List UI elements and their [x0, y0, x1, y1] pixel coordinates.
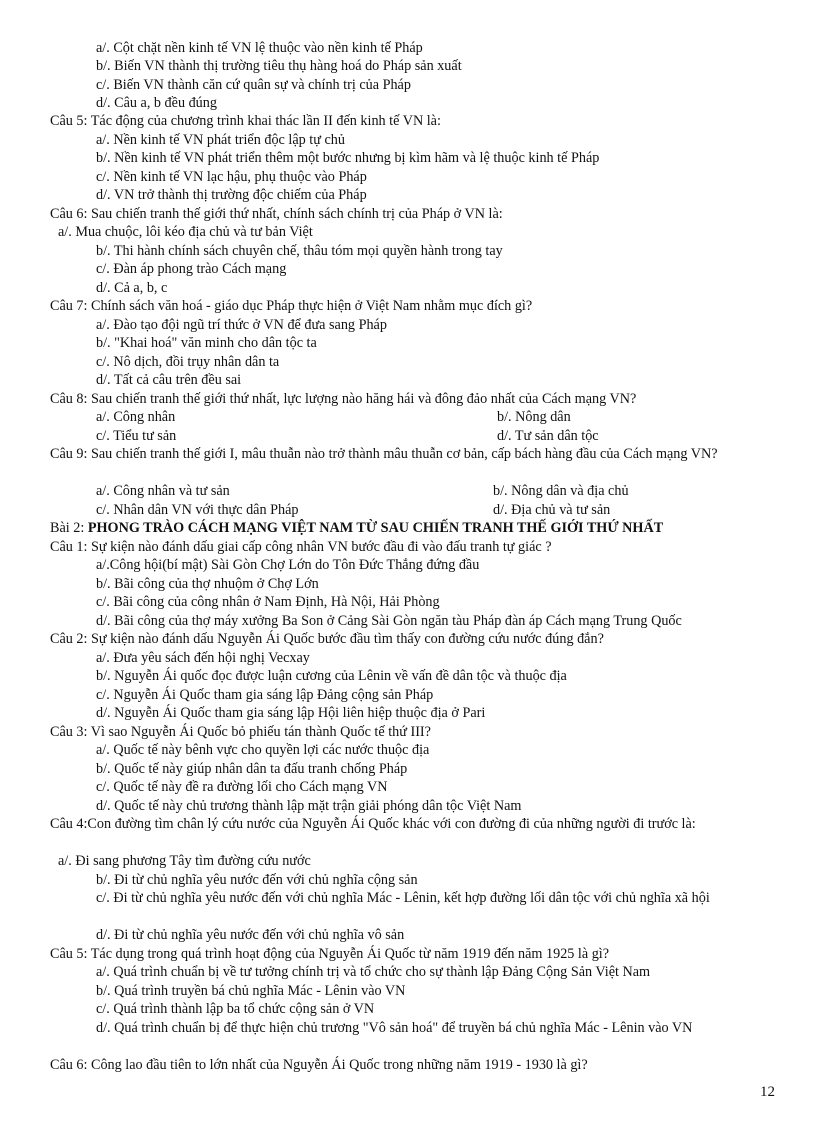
answer-option: c/. Đàn áp phong trào Cách mạng: [96, 261, 287, 277]
answer-option: b/. Quá trình truyền bá chủ nghĩa Mác - Lênin vào VN: [96, 983, 406, 999]
answer-option: d/. Địa chủ và tư sản: [493, 502, 611, 518]
answer-option: d/. Đi từ chủ nghĩa yêu nước đến với chủ nghĩa vô sản: [96, 927, 405, 943]
answer-option: d/. Cả a, b, c: [96, 280, 168, 296]
question: Câu 3: Vì sao Nguyễn Ái Quốc bỏ phiếu tán thành Quốc tế thứ III?: [50, 724, 431, 740]
answer-option: a/. Cột chặt nền kinh tế VN lệ thuộc vào nền kinh tế Pháp: [96, 40, 423, 56]
answer-option: d/. Quốc tế này chủ trương thành lập mặt trận giải phóng dân tộc Việt Nam: [96, 798, 522, 814]
answer-option: d/. Câu a, b đều đúng: [96, 95, 217, 111]
answer-option: a/. Nền kinh tế VN phát triển độc lập tự chủ: [96, 132, 345, 148]
question: Câu 7: Chính sách văn hoá - giáo dục Pháp thực hiện ở Việt Nam nhằm mục đích gì?: [50, 298, 533, 314]
answer-option: a/. Đưa yêu sách đến hội nghị Vecxay: [96, 650, 310, 666]
question: Câu 4:Con đường tìm chân lý cứu nước của Nguyễn Ái Quốc khác với con đường đi của những người đi trước là:: [50, 816, 696, 832]
answer-option: a/. Đào tạo đội ngũ trí thức ở VN để đưa sang Pháp: [96, 317, 387, 333]
question: Câu 5: Tác dụng trong quá trình hoạt động của Nguyễn Ái Quốc từ năm 1919 đến năm 1925 là gì?: [50, 946, 610, 962]
answer-option: b/. Đi từ chủ nghĩa yêu nước đến với chủ nghĩa cộng sản: [96, 872, 418, 888]
answer-option: b/. Nông dân và địa chủ: [493, 483, 629, 499]
answer-option: c/. Bãi công của công nhân ở Nam Định, Hà Nội, Hải Phòng: [96, 594, 440, 610]
answer-option: d/. Nguyễn Ái Quốc tham gia sáng lập Hội liên hiệp thuộc địa ở Pari: [96, 705, 486, 721]
answer-option: d/. Quá trình chuẩn bị để thực hiện chủ trương "Vô sản hoá" để truyền bá chủ nghĩa Mác - Lênin vào VN: [96, 1020, 693, 1036]
answer-option: d/. Tư sản dân tộc: [497, 428, 599, 444]
answer-option: c/. Biến VN thành căn cứ quân sự và chính trị của Pháp: [96, 77, 411, 93]
answer-option: c/. Nô dịch, đồi trụy nhân dân ta: [96, 354, 280, 370]
section-title: PHONG TRÀO CÁCH MẠNG VIỆT NAM TỪ SAU CHIẾN TRANH THẾ GIỚI THỨ NHẤT: [87, 520, 664, 536]
answer-option: a/. Đi sang phương Tây tìm đường cứu nước: [58, 853, 311, 869]
answer-option: a/. Công nhân: [96, 409, 176, 425]
section-heading: [50, 519, 663, 537]
question: Câu 5: Tác động của chương trình khai thác lần II đến kinh tế VN là:: [50, 113, 441, 129]
answer-option: d/. Tất cả câu trên đều sai: [96, 372, 242, 388]
answer-option: c/. Nền kinh tế VN lạc hậu, phụ thuộc vào Pháp: [96, 169, 367, 185]
answer-option: a/. Mua chuộc, lôi kéo địa chủ và tư bản Việt: [58, 224, 313, 240]
answer-option: a/. Quốc tế này bênh vực cho quyền lợi các nước thuộc địa: [96, 742, 430, 758]
answer-option: a/. Công nhân và tư sản: [96, 483, 230, 499]
answer-option: c/. Quốc tế này đề ra đường lối cho Cách mạng VN: [96, 779, 388, 795]
answer-option: b/. "Khai hoá" văn minh cho dân tộc ta: [96, 335, 317, 351]
question: Câu 8: Sau chiến tranh thế giới thứ nhất, lực lượng nào hăng hái và đông đảo nhất của Cách mạng VN?: [50, 391, 637, 407]
answer-option: b/. Thi hành chính sách chuyên chế, thâu tóm mọi quyền hành trong tay: [96, 243, 503, 259]
answer-option: c/. Tiểu tư sản: [96, 428, 177, 444]
question: Câu 9: Sau chiến tranh thế giới I, mâu thuẫn nào trở thành mâu thuẫn cơ bản, cấp bách hàng đầu của Cách mạng VN?: [50, 446, 718, 462]
answer-option: b/. Biến VN thành thị trường tiêu thụ hàng hoá do Pháp sản xuất: [96, 58, 462, 74]
question: Câu 2: Sự kiện nào đánh dấu Nguyễn Ái Quốc bước đầu tìm thấy con đường cứu nước đúng đắn?: [50, 631, 604, 647]
answer-option: b/. Bãi công của thợ nhuộm ở Chợ Lớn: [96, 576, 319, 592]
question: Câu 1: Sự kiện nào đánh dấu giai cấp công nhân VN bước đầu đi vào đấu tranh tự giác ?: [50, 539, 552, 555]
question: Câu 6: Công lao đầu tiên to lớn nhất của Nguyễn Ái Quốc trong những năm 1919 - 1930 là gì?: [50, 1057, 588, 1073]
answer-option: b/. Nông dân: [497, 409, 571, 425]
answer-option: b/. Quốc tế này giúp nhân dân ta đấu tranh chống Pháp: [96, 761, 408, 777]
question: Câu 6: Sau chiến tranh thế giới thứ nhất, chính sách chính trị của Pháp ở VN là:: [50, 206, 503, 222]
answer-option: c/. Nhân dân VN với thực dân Pháp: [96, 502, 299, 518]
answer-option: c/. Đi từ chủ nghĩa yêu nước đến với chủ nghĩa Mác - Lênin, kết hợp đường lối dân tộc với chủ nghĩa xã hội: [96, 890, 710, 906]
page-number: 12: [760, 1084, 775, 1100]
answer-option: b/. Nguyễn Ái quốc đọc được luận cương của Lênin về vấn đề dân tộc và thuộc địa: [96, 668, 567, 684]
answer-option: a/. Quá trình chuẩn bị về tư tưởng chính trị và tổ chức cho sự thành lập Đảng Cộng Sản Việt Nam: [96, 964, 651, 980]
answer-option: d/. VN trở thành thị trường độc chiếm của Pháp: [96, 187, 367, 203]
answer-option: b/. Nền kinh tế VN phát triển thêm một bước nhưng bị kìm hãm và lệ thuộc kinh tế Pháp: [96, 150, 600, 166]
answer-option: c/. Nguyễn Ái Quốc tham gia sáng lập Đảng cộng sản Pháp: [96, 687, 434, 703]
answer-option: a/.Công hội(bí mật) Sài Gòn Chợ Lớn do Tôn Đức Thắng đứng đầu: [96, 557, 480, 573]
answer-option: d/. Bãi công của thợ máy xưởng Ba Son ở Cảng Sài Gòn ngăn tàu Pháp đàn áp Cách mạng Trung Quốc: [96, 613, 682, 629]
section-label: Bài 2:: [50, 520, 88, 536]
answer-option: c/. Quá trình thành lập ba tổ chức cộng sản ở VN: [96, 1001, 375, 1017]
